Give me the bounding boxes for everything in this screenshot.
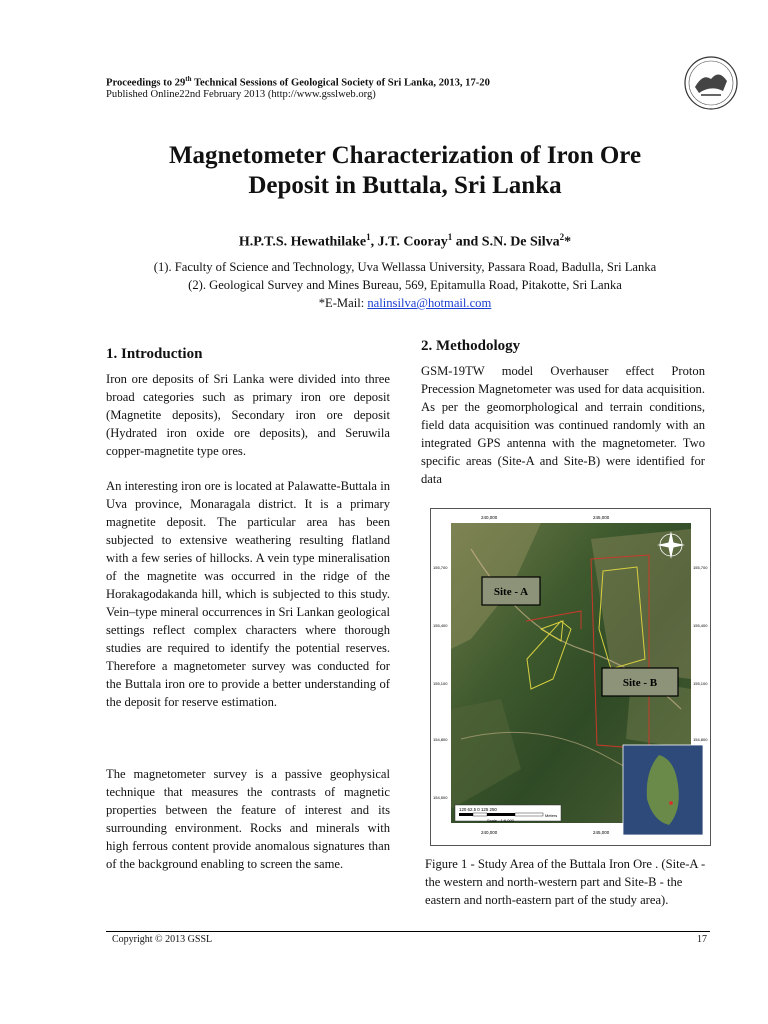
author-3-sup: 2 [559,232,565,242]
top-tick: 240,000 [481,515,498,520]
scale-text: Scale - 1:6,000 [487,818,514,823]
scale-numbers: 120 62.5 0 125 250 [459,807,497,812]
left-tick: 155,100 [433,681,448,686]
affiliations [80,258,730,312]
author-2-sup: 1 [447,232,453,242]
title-line-1: Magnetometer Characterization of Iron Ore [168,142,642,169]
intro-paragraph-2: An interesting iron ore is located at Palawatte-Buttala in Uva province, Monaragala district. It is a primary magnetite deposit. The particular area has been subjected to extensive weathering resulting flatland with a few series of hillocks. A vein type mineralisation of the magnetite was occurred in the ridge of the Horakagodakanda hill, which is subjected to this study. Vein–type mineral occurrences in Sri Lankan geological settings reflect complex characters where thorough studies are required to identify the potential reserves. Therefore a magnetometer survey was conducted for the Buttala iron ore to provide a better understanding of the deposit for reserve estimation. [106,479,390,709]
site-a-label: Site - A [493,586,529,598]
left-tick: 154,800 [433,737,448,742]
right-tick: 155,100 [693,681,708,686]
figure-caption: Figure 1 - Study Area of the Buttala Iron Ore . (Site-A - the western and north-western part and Site-B - the eastern and north-eastern part of the study area). [425,857,706,907]
author-list [80,232,730,251]
author-3: and S.N. De Silva [452,234,560,250]
methodology-heading: 2. Methodology [421,338,521,354]
copyright: Copyright © 2013 GSSL [112,934,213,945]
email-label: *E-Mail: [318,296,368,310]
study-area-map [430,508,711,846]
left-tick: 155,700 [433,565,448,570]
published-line: Published Online22nd February 2013 (http://www.gsslweb.org) [106,89,376,100]
right-tick: 155,700 [693,565,708,570]
bottom-tick: 240,000 [481,830,498,835]
author-2: , J.T. Cooray [370,234,448,250]
scale-unit: Meters [545,813,558,818]
intro-heading: 1. Introduction [106,346,203,362]
left-tick: 154,500 [433,795,448,800]
gssl-logo [683,55,739,111]
corresponding-mark: * [564,234,572,250]
paper-title [80,141,730,201]
intro-paragraph-1: Iron ore deposits of Sri Lanka were divided into three broad categories such as primary iron ore deposit (Magnetite deposits), Secondary iron ore deposit (Hydrated iron oxide ore deposits), and Seruwila copper-magnetite type ores. [106,372,390,458]
intro-paragraph-3: The magnetometer survey is a passive geophysical technique that measures the contrasts of magnetic properties between the feature of interest and its surrounding environment. Rocks and minerals with high ferrous content provide anomalous signatures than of the background enabling to screen the same. [106,767,390,871]
methodology-paragraph-1: GSM-19TW model Overhauser effect Proton Precession Magnetometer was used for data acquisition. As per the geomorphological and terrain conditions, field data acquisition was continued randomly with an integrated GPS antenna with the magnetometer. Two specific areas (Site-A and Site-B) were identified for data [421,364,705,486]
header-text-cont: Technical Sessions of Geological Society of Sri Lanka, 2013, 17-20 [191,77,490,89]
footer-rule [106,931,710,932]
email-line [80,294,730,312]
affiliation-1: (1). Faculty of Science and Technology, Uva Wellassa University, Passara Road, Badulla, Sri Lanka [153,260,657,274]
affiliation-2: (2). Geological Survey and Mines Bureau, 569, Epitamulla Road, Pitakotte, Sri Lanka [188,278,622,292]
satellite-map-image [431,509,710,845]
header-text: Proceedings to 29 [106,77,186,89]
header-sup: th [185,75,192,83]
page-number: 17 [697,934,707,945]
email-link[interactable]: nalinsilva@hotmail.com [367,296,492,310]
top-tick: 245,000 [593,515,610,520]
title-line-2: Deposit in Buttala, Sri Lanka [248,172,562,199]
site-b-label: Site - B [622,677,658,689]
right-tick: 154,800 [693,737,708,742]
proceedings-header [106,75,490,89]
bottom-tick: 245,000 [593,830,610,835]
right-tick: 155,400 [693,623,708,628]
author-1: H.P.T.S. Hewathilake [238,234,367,250]
author-1-sup: 1 [366,232,371,242]
left-tick: 155,400 [433,623,448,628]
